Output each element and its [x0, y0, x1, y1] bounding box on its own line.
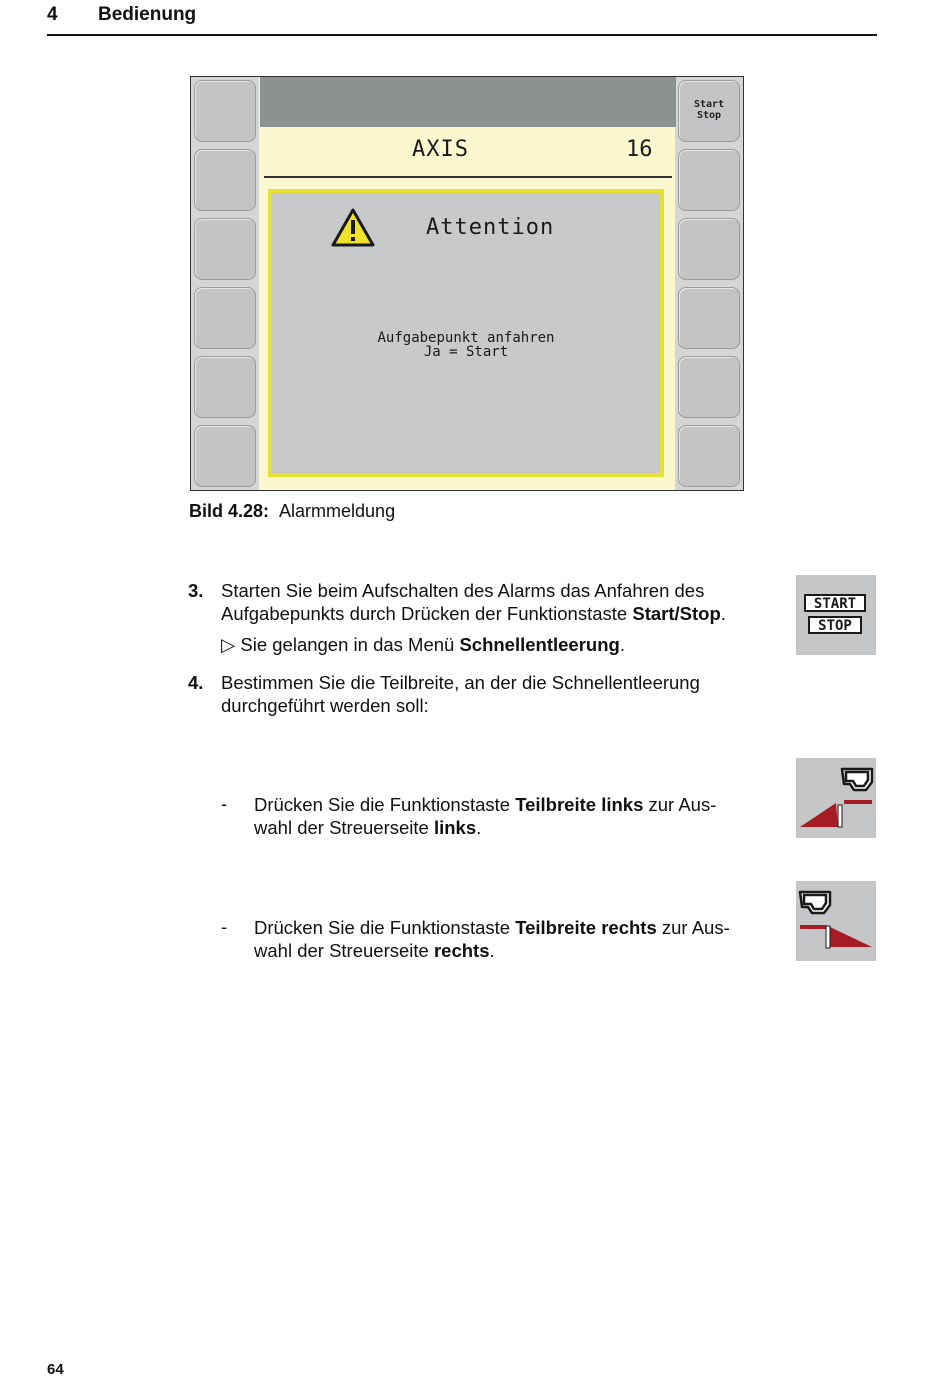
section-width-left-icon — [796, 758, 876, 838]
result-arrow-icon: ▷ — [221, 634, 236, 655]
screen-status-bar — [260, 77, 676, 127]
bullet-right-line-2-text: wahl der Streuerseite — [254, 940, 434, 961]
page-number: 64 — [47, 1361, 64, 1378]
bullet-left-text — [254, 793, 716, 839]
bullet-right-dash: - — [221, 916, 228, 937]
start-stop-icon-graphic — [796, 575, 876, 655]
figure-caption — [189, 501, 395, 522]
teilbreite-rechts-term: Teilbreite rechts — [515, 917, 657, 938]
machine-name: AXIS — [412, 137, 469, 162]
step-4-line-1: Bestimmen Sie die Teilbreite, an der die Schnellentleerung — [221, 672, 700, 693]
right-function-key-3[interactable] — [678, 218, 740, 280]
start-stop-term: Start/Stop — [632, 603, 721, 624]
alarm-message-line-2: Ja = Start — [423, 344, 509, 360]
right-function-key-6[interactable] — [678, 425, 740, 487]
bullet-left-line-2-text: wahl der Streuerseite — [254, 817, 434, 838]
bullet-left-line-2-end: . — [476, 817, 482, 838]
step-4-number: 4. — [188, 672, 204, 693]
start-stop-function-key[interactable] — [678, 80, 740, 142]
left-function-key-1[interactable] — [194, 80, 256, 142]
bullet-right-line-1-text: Drücken Sie die Funktionstaste — [254, 917, 516, 938]
right-function-key-5[interactable] — [678, 356, 740, 418]
bullet-left-line-2 — [254, 816, 716, 839]
left-function-key-6[interactable] — [194, 425, 256, 487]
section-width-right-icon — [796, 881, 876, 961]
right-function-keys — [675, 77, 743, 490]
figure-caption-text: Alarmmeldung — [279, 501, 396, 521]
step-3-line-1: Starten Sie beim Aufschalten des Alarms das Anfahren des — [221, 580, 705, 601]
step-3-result-end: . — [619, 634, 625, 655]
bullet-left-dash: - — [221, 793, 228, 814]
links-term: links — [433, 817, 477, 838]
step-3-line-2 — [221, 602, 726, 625]
alarm-message-line-1: Aufgabepunkt anfahren — [377, 330, 555, 346]
step-4-text — [221, 671, 700, 717]
bullet-right-text — [254, 916, 730, 962]
bullet-right-line-2-end: . — [489, 940, 495, 961]
schnellentleerung-term: Schnellentleerung — [459, 634, 620, 655]
figure-caption-label: Bild 4.28: — [189, 501, 270, 521]
step-3-text — [221, 579, 726, 625]
step-3-result — [221, 633, 625, 656]
bullet-left-line-1-end: zur Aus- — [643, 794, 717, 815]
alarm-message — [272, 331, 660, 359]
screen-title-row — [260, 135, 676, 171]
left-function-keys — [191, 77, 259, 490]
start-stop-key-label: Start Stop — [693, 99, 725, 121]
bullet-left-line-1-text: Drücken Sie die Funktionstaste — [254, 794, 516, 815]
alarm-dialog — [268, 189, 664, 477]
right-function-key-4[interactable] — [678, 287, 740, 349]
terminal-screen-figure — [190, 76, 744, 491]
left-function-key-3[interactable] — [194, 218, 256, 280]
screen-title-rule — [264, 176, 672, 178]
bullet-right-line-1 — [254, 916, 730, 939]
step-3-line-2-end: . — [720, 603, 726, 624]
section-width-right-graphic — [796, 881, 876, 961]
left-function-key-5[interactable] — [194, 356, 256, 418]
bullet-right-line-1-end: zur Aus- — [656, 917, 730, 938]
bullet-right-line-2 — [254, 939, 730, 962]
left-function-key-2[interactable] — [194, 149, 256, 211]
start-stop-key-icon — [796, 575, 876, 655]
chapter-title: Bedienung — [98, 4, 197, 25]
warning-triangle-icon — [330, 207, 376, 249]
step-3-line-2-text: Aufgabepunkts durch Drücken der Funktionstaste — [221, 603, 633, 624]
left-function-key-4[interactable] — [194, 287, 256, 349]
right-function-key-2[interactable] — [678, 149, 740, 211]
section-width-left-graphic — [796, 758, 876, 838]
step-3-number: 3. — [188, 580, 204, 601]
header-rule — [47, 34, 877, 36]
chapter-number: 4 — [47, 4, 58, 25]
stop-label: STOP — [818, 618, 852, 634]
rechts-term: rechts — [433, 940, 490, 961]
start-label: START — [813, 596, 857, 612]
alarm-title: Attention — [426, 215, 555, 240]
step-4-line-2: durchgeführt werden soll: — [221, 695, 429, 716]
bullet-left-line-1 — [254, 793, 716, 816]
teilbreite-links-term: Teilbreite links — [515, 794, 644, 815]
step-3-result-text: Sie gelangen in das Menü — [240, 634, 460, 655]
machine-number: 16 — [626, 137, 653, 162]
